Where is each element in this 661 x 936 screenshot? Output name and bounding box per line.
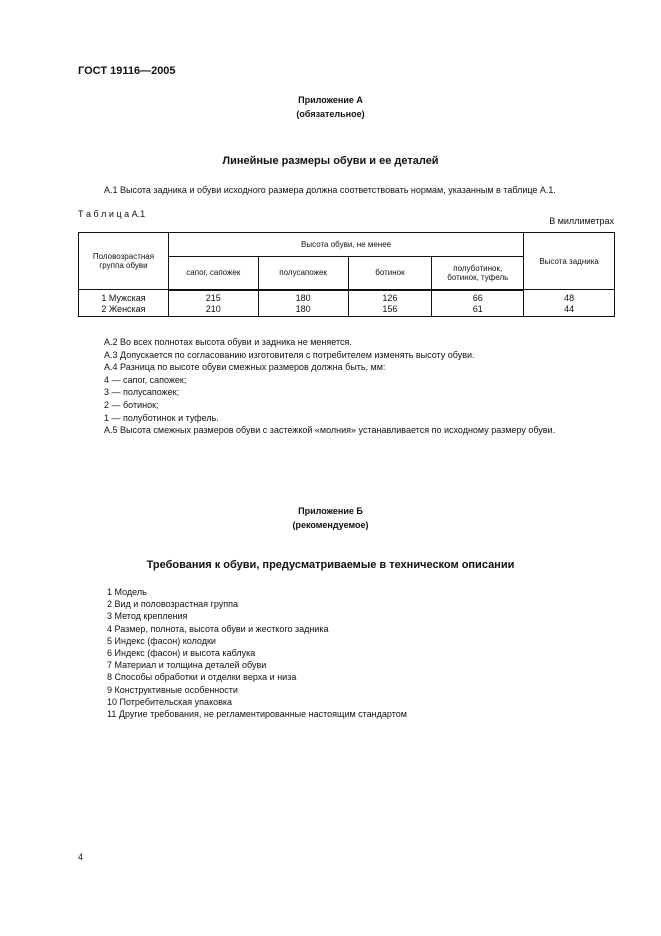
table-row — [79, 290, 615, 303]
header-group: Половозрастная группа обуви — [79, 233, 169, 290]
cell: 2 Женская — [79, 303, 169, 317]
appendix-a-clauses — [104, 336, 555, 437]
appendix-b-label: Приложение Б — [298, 506, 363, 516]
list-item: 3 Метод крепления — [107, 611, 188, 622]
cell: 126 — [348, 290, 432, 303]
list-item: 4 Размер, полнота, высота обуви и жесткого задника — [107, 623, 329, 634]
table-units: В миллиметрах — [549, 216, 614, 226]
appendix-b-title: Требования к обуви, предусматриваемые в техническом описании — [146, 559, 515, 571]
cell: 1 Мужская — [79, 290, 169, 303]
list-item: 7 Материал и толщина деталей обуви — [107, 660, 267, 671]
list-item: 8 Способы обработки и отделки верха и низа — [107, 672, 297, 683]
table-caption: Т а б л и ц а А.1 — [78, 209, 146, 219]
clause: 4 — сапог, сапожек; — [104, 374, 187, 385]
list-item: 11 Другие требования, не регламентированные настоящим стандартом — [107, 708, 407, 719]
cell: 215 — [168, 290, 258, 303]
shoe-height-table — [78, 232, 615, 317]
subheader: полусапожек — [258, 257, 348, 290]
header-height: Высота обуви, не менее — [168, 233, 523, 257]
subheader: сапог, сапожек — [168, 257, 258, 290]
list-item: 5 Индекс (фасон) колодки — [107, 635, 216, 646]
clause: 2 — ботинок; — [104, 399, 159, 410]
appendix-a-label: Приложение А — [298, 95, 363, 105]
table-row — [79, 303, 615, 317]
list-item: 2 Вид и половозрастная группа — [107, 599, 238, 610]
clause: А.4 Разница по высоте обуви смежных размеров должна быть, мм: — [104, 362, 386, 373]
appendix-b-status: (рекомендуемое) — [292, 520, 369, 530]
list-item: 9 Конструктивные особенности — [107, 684, 238, 695]
list-item: 6 Индекс (фасон) и высота каблука — [107, 647, 256, 658]
cell: 156 — [348, 303, 432, 317]
cell: 66 — [432, 290, 524, 303]
clause: 3 — полусапожек; — [104, 387, 180, 398]
header-heel: Высота задника — [524, 233, 615, 290]
subheader: полуботинок, ботинок, туфель — [432, 257, 524, 290]
cell: 44 — [524, 303, 615, 317]
cell: 48 — [524, 290, 615, 303]
list-item: 1 Модель — [107, 587, 147, 597]
clause-a1: А.1 Высота задника и обуви исходного размера должна соответствовать нормам, указанным в таблице А.1. — [104, 185, 556, 195]
cell: 61 — [432, 303, 524, 317]
list-item: 10 Потребительская упаковка — [107, 696, 233, 707]
standard-header: ГОСТ 19116—2005 — [78, 65, 176, 77]
page-number: 4 — [78, 852, 84, 862]
cell: 180 — [258, 303, 348, 317]
subheader: ботинок — [348, 257, 432, 290]
cell: 180 — [258, 290, 348, 303]
clause: А.3 Допускается по согласованию изготовителя с потребителем изменять высоту обуви. — [104, 349, 475, 360]
clause: 1 — полуботинок и туфель. — [104, 412, 219, 423]
appendix-b-list — [107, 586, 407, 720]
appendix-a-title: Линейные размеры обуви и ее деталей — [222, 155, 439, 167]
appendix-a-status: (обязательное) — [296, 109, 365, 119]
clause: А.2 Во всех полнотах высота обуви и задника не меняется. — [104, 337, 352, 347]
cell: 210 — [168, 303, 258, 317]
clause: А.5 Высота смежных размеров обуви с застежкой «молния» устанавливается по исходному размеру обуви. — [104, 425, 556, 436]
